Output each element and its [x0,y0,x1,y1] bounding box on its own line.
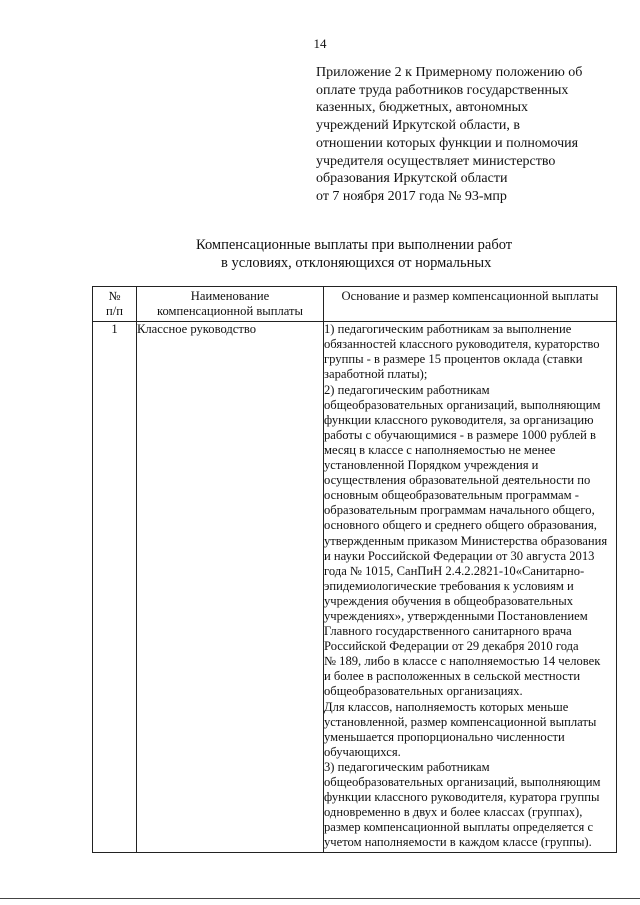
basis-line: уменьшается пропорционально численности [324,729,565,744]
page-bottom-rule [0,898,640,899]
appendix-line: образования Иркутской области [316,171,508,187]
basis-line: № 189, либо в классе с наполняемостью 14 человек [324,654,601,669]
basis-line: общеобразовательных организаций, выполняющим [324,397,601,412]
header-number-line: п/п [106,304,123,319]
basis-line: обязанностей классного руководителя, кураторство [324,337,600,352]
appendix-line: учреждений Иркутской области, в [316,118,520,134]
basis-line: утвержденным приказом Министерства образования [324,533,608,548]
table-header-row [93,287,617,322]
basis-line: и более в расположенных в сельской местности [324,669,581,684]
basis-line: 3) педагогическим работникам [324,759,490,774]
appendix-line: отношении которых функции и полномочия [316,135,579,151]
basis-line: учреждениях», утвержденными Постановлением [324,608,588,623]
header-payment-name [137,287,324,322]
basis-line: Для классов, наполняемость которых меньше [324,699,569,714]
basis-line: заработной платы); [324,367,428,382]
basis-line: Главного государственного санитарного врача [324,624,572,639]
header-number-line: № [108,289,121,303]
basis-line: работы с обучающимися - в размере 1000 рублей в [324,427,596,442]
basis-line: одновременно в двух и более классах (группах), [324,805,583,820]
basis-line: общеобразовательных организаций, выполняющим [324,775,601,789]
basis-line: учетом наполняемости в каждом классе (группы). [324,835,592,850]
basis-line: установленной Порядком учреждения и [324,458,539,473]
basis-line: размер компенсационной выплаты определяется с [324,820,594,835]
header-basis [324,287,617,322]
header-basis-line: Основание и размер компенсационной выплаты [341,289,599,303]
header-name-line: компенсационной выплаты [156,304,303,319]
basis-line: функции классного руководителя, куратора группы [324,790,600,805]
basis-line: Российской Федерации от 29 декабря 2010 года [324,639,579,654]
row-payment-name: Классное руководство [137,322,324,853]
basis-line: месяц в классе с наполняемостью не менее [324,442,556,457]
header-number [93,287,137,322]
row-basis [324,322,617,853]
appendix-line: казенных, бюджетных, автономных [316,100,529,116]
appendix-line: Приложение 2 к Примерному положению об [316,65,583,80]
basis-line: группы - в размере 15 процентов оклада (ставки [324,352,583,367]
appendix-line: оплате труда работников государственных [316,82,569,98]
basis-line: года № 1015, СанПиН 2.4.2.2821-10«Санитарно- [324,563,585,578]
header-name-line: Наименование [190,289,270,303]
basis-line: основного общего и среднего общего образования, [324,518,597,533]
appendix-line: учредителя осуществляет министерство [316,153,556,169]
row-number: 1 [93,322,137,853]
appendix-line: от 7 ноября 2017 года № 93-мпр [316,188,507,204]
basis-line: общеобразовательных организациях. [324,684,523,699]
table-row [93,322,617,853]
compensation-table [92,286,617,853]
basis-line: установленной, размер компенсационной выплаты [324,714,597,729]
basis-line: основным общеобразовательным программам - [324,488,579,503]
basis-line: образовательным программам начального общего, [324,503,595,518]
appendix-header [316,64,616,206]
basis-line: 1) педагогическим работникам за выполнение [324,322,572,337]
basis-line: учреждения обучения в общеобразовательных [324,593,574,608]
title-line-1: Компенсационные выплаты при выполнении работ [196,237,513,253]
basis-line: функции классного руководителя, за организацию [324,412,594,427]
basis-line: и науки Российской Федерации от 30 августа 2013 [324,548,595,563]
basis-line: обучающихся. [324,744,401,759]
basis-line: эпидемиологические требования к условиям и [324,578,574,593]
page-number: 14 [313,36,327,51]
basis-line: 2) педагогическим работникам [324,382,490,397]
title-line-2: в условиях, отклоняющихся от нормальных [221,255,492,271]
basis-line: осуществления образовательной деятельности по [324,473,591,488]
